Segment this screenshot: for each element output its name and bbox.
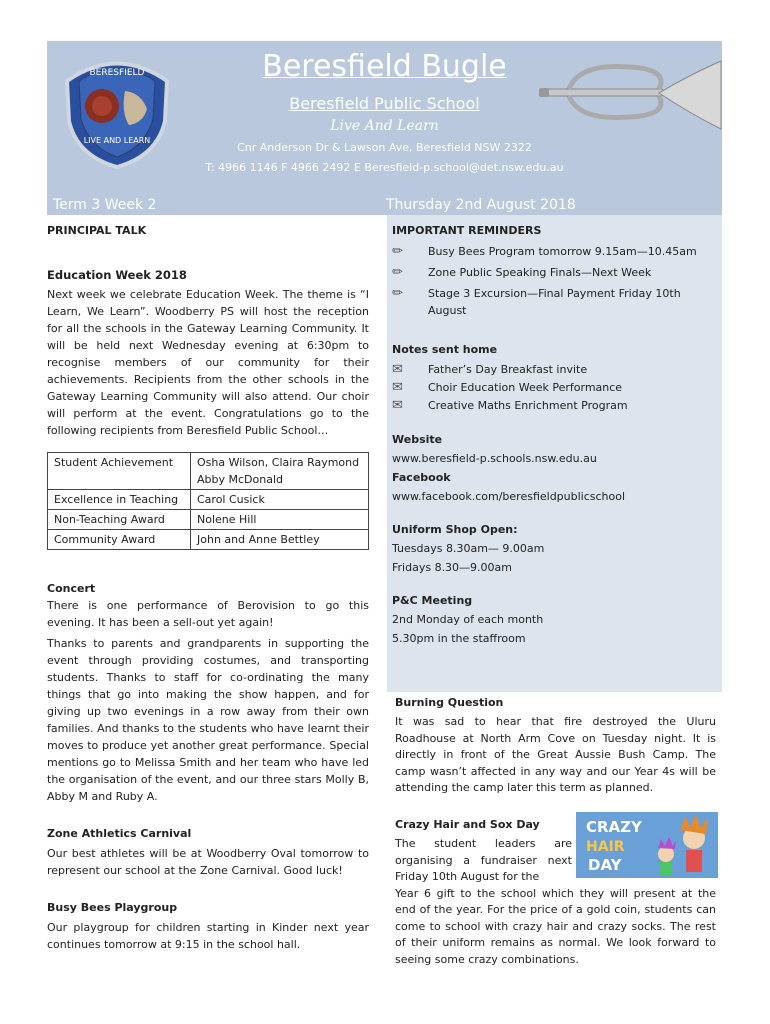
list-item (392, 361, 717, 378)
pencil-icon: ✏ (392, 286, 403, 301)
reminder-text: Stage 3 Excursion—Final Payment Friday 10th August (428, 287, 681, 317)
concert-heading: Concert (47, 582, 96, 595)
crazy-hair-section (395, 816, 716, 968)
crest-top-text: BERESFIELD (89, 68, 145, 78)
uniform-shop-heading: Uniform Shop Open: (392, 523, 518, 536)
note-text: Creative Maths Enrichment Program (428, 399, 628, 412)
list-item (392, 379, 717, 396)
envelope-icon: ✉ (392, 362, 403, 377)
award-name: Excellence in Teaching (48, 490, 191, 510)
table-row (48, 453, 369, 490)
table-row (48, 530, 369, 550)
concert-paragraph-1: There is one performance of Berovision to go this evening. It has been a sell-out yet again! (47, 599, 369, 629)
reminder-text: Busy Bees Program tomorrow 9.15am—10.45am (428, 245, 697, 258)
table-row (48, 510, 369, 530)
list-item (392, 264, 717, 281)
issue-date: Thursday 2nd August 2018 (386, 197, 576, 213)
athletics-heading: Zone Athletics Carnival (47, 827, 192, 840)
award-name: Community Award (48, 530, 191, 550)
facebook-link[interactable]: www.facebook.com/beresfieldpublicschool (392, 490, 626, 503)
uniform-shop-hours-1: Tuesdays 8.30am— 9.00am (392, 542, 545, 555)
concert-paragraph-2: Thanks to parents and grandparents in supporting the event through providing costumes, and transporting students. Thanks to staff for co-ordinating the many things that go into making the show happen, and for giving up two evenings in a row away from their own families. And thanks to the students who have learnt their moves to produce yet another great performance. Special mentions go to Melissa Smith and her team who have led the organisation of the event, and our three stars Molly B, Abby M and Ruby A. (47, 637, 369, 803)
principal-talk-heading: PRINCIPAL TALK (47, 224, 147, 237)
list-item (392, 243, 717, 260)
pc-meeting-heading: P&C Meeting (392, 594, 473, 607)
notes-heading: Notes sent home (392, 343, 498, 356)
pencil-icon: ✏ (392, 244, 403, 259)
awards-table (47, 452, 369, 550)
burning-question-heading: Burning Question (395, 696, 504, 709)
award-name: Student Achievement (48, 453, 191, 490)
crazy-hair-heading: Crazy Hair and Sox Day (395, 818, 540, 831)
school-motto: Live And Learn (330, 118, 439, 134)
principal-talk-column (47, 222, 369, 953)
envelope-icon: ✉ (392, 398, 403, 413)
reminder-text: Zone Public Speaking Finals—Next Week (428, 266, 652, 279)
pencil-icon: ✏ (392, 265, 403, 280)
list-item (392, 285, 717, 319)
newsletter-title: Beresfield Bugle (262, 49, 507, 84)
education-week-text: Next week we celebrate Education Week. The theme is “I Learn, We Learn”. Woodberry PS will host the reception for all the schools in the Gateway Learning Community. It will be held next Wednesday evening at 6:30pm to recognise members of our community for their achievements. Recipients from the other schools in the Gateway Learning Community will also attend. Our choir will perform at the event. Congratulations go to the following recipients from Beresfield Public School… (47, 288, 369, 437)
website-heading: Website (392, 433, 443, 446)
award-recipient: Osha Wilson, Claira Raymond Abby McDonald (191, 453, 369, 490)
masthead (47, 41, 722, 215)
award-recipient: Nolene Hill (191, 510, 369, 530)
crest-bottom-text: LIVE AND LEARN (83, 136, 151, 145)
education-week-heading: Education Week 2018 (47, 268, 187, 282)
facebook-heading: Facebook (392, 471, 451, 484)
crazy-hair-text-part-2: Year 6 gift to the school which they will present at the end of the year. For the price of a gold coin, students can come to school with crazy hair and crazy socks. The rest of their uniform remains as normal. We look forward to seeing some crazy combinations. (395, 886, 716, 966)
burning-question-section (395, 694, 716, 797)
note-text: Choir Education Week Performance (428, 381, 623, 394)
playgroup-text: Our playgroup for children starting in Kinder next year continues tomorrow at 9:15 in the school hall. (47, 921, 369, 951)
reminders-section (392, 222, 717, 647)
note-text: Father’s Day Breakfast invite (428, 363, 588, 376)
school-address: Cnr Anderson Dr & Lawson Ave, Beresfield NSW 2322 (237, 141, 532, 154)
crazy-hair-text-part-1: The student leaders are organising a fundraiser next Friday 10th August for the (395, 837, 572, 883)
school-contact: T: 4966 1146 F 4966 2492 E Beresfield-p.school@det.nsw.edu.au (205, 161, 564, 174)
award-recipient: Carol Cusick (191, 490, 369, 510)
athletics-text: Our best athletes will be at Woodberry Oval tomorrow to represent our school at the Zone Carnival. Good luck! (47, 847, 369, 877)
uniform-shop-hours-2: Fridays 8.30—9.00am (392, 561, 513, 574)
website-link[interactable]: www.beresfield-p.schools.nsw.edu.au (392, 452, 597, 465)
pc-meeting-line-2: 5.30pm in the staffroom (392, 632, 526, 645)
burning-question-text: It was sad to hear that fire destroyed the Uluru Roadhouse at North Arm Cove on Tuesday night. It is directly in front of the Great Aussie Bush Camp. The camp wasn’t affected in any way and our Year 4s will be attending the camp later this term as planned. (395, 715, 716, 794)
award-recipient: John and Anne Bettley (191, 530, 369, 550)
school-name-link[interactable]: Beresfield Public School (289, 94, 480, 113)
table-row (48, 490, 369, 510)
reminders-heading: IMPORTANT REMINDERS (392, 224, 542, 237)
hair-word: HAIR (586, 839, 625, 855)
playgroup-heading: Busy Bees Playgroup (47, 901, 178, 914)
term-week: Term 3 Week 2 (53, 197, 157, 213)
crazy-word: CRAZY (586, 818, 642, 836)
pc-meeting-line-1: 2nd Monday of each month (392, 613, 544, 626)
day-word: DAY (588, 856, 622, 874)
award-name: Non-Teaching Award (48, 510, 191, 530)
list-item (392, 397, 717, 414)
envelope-icon: ✉ (392, 380, 403, 395)
